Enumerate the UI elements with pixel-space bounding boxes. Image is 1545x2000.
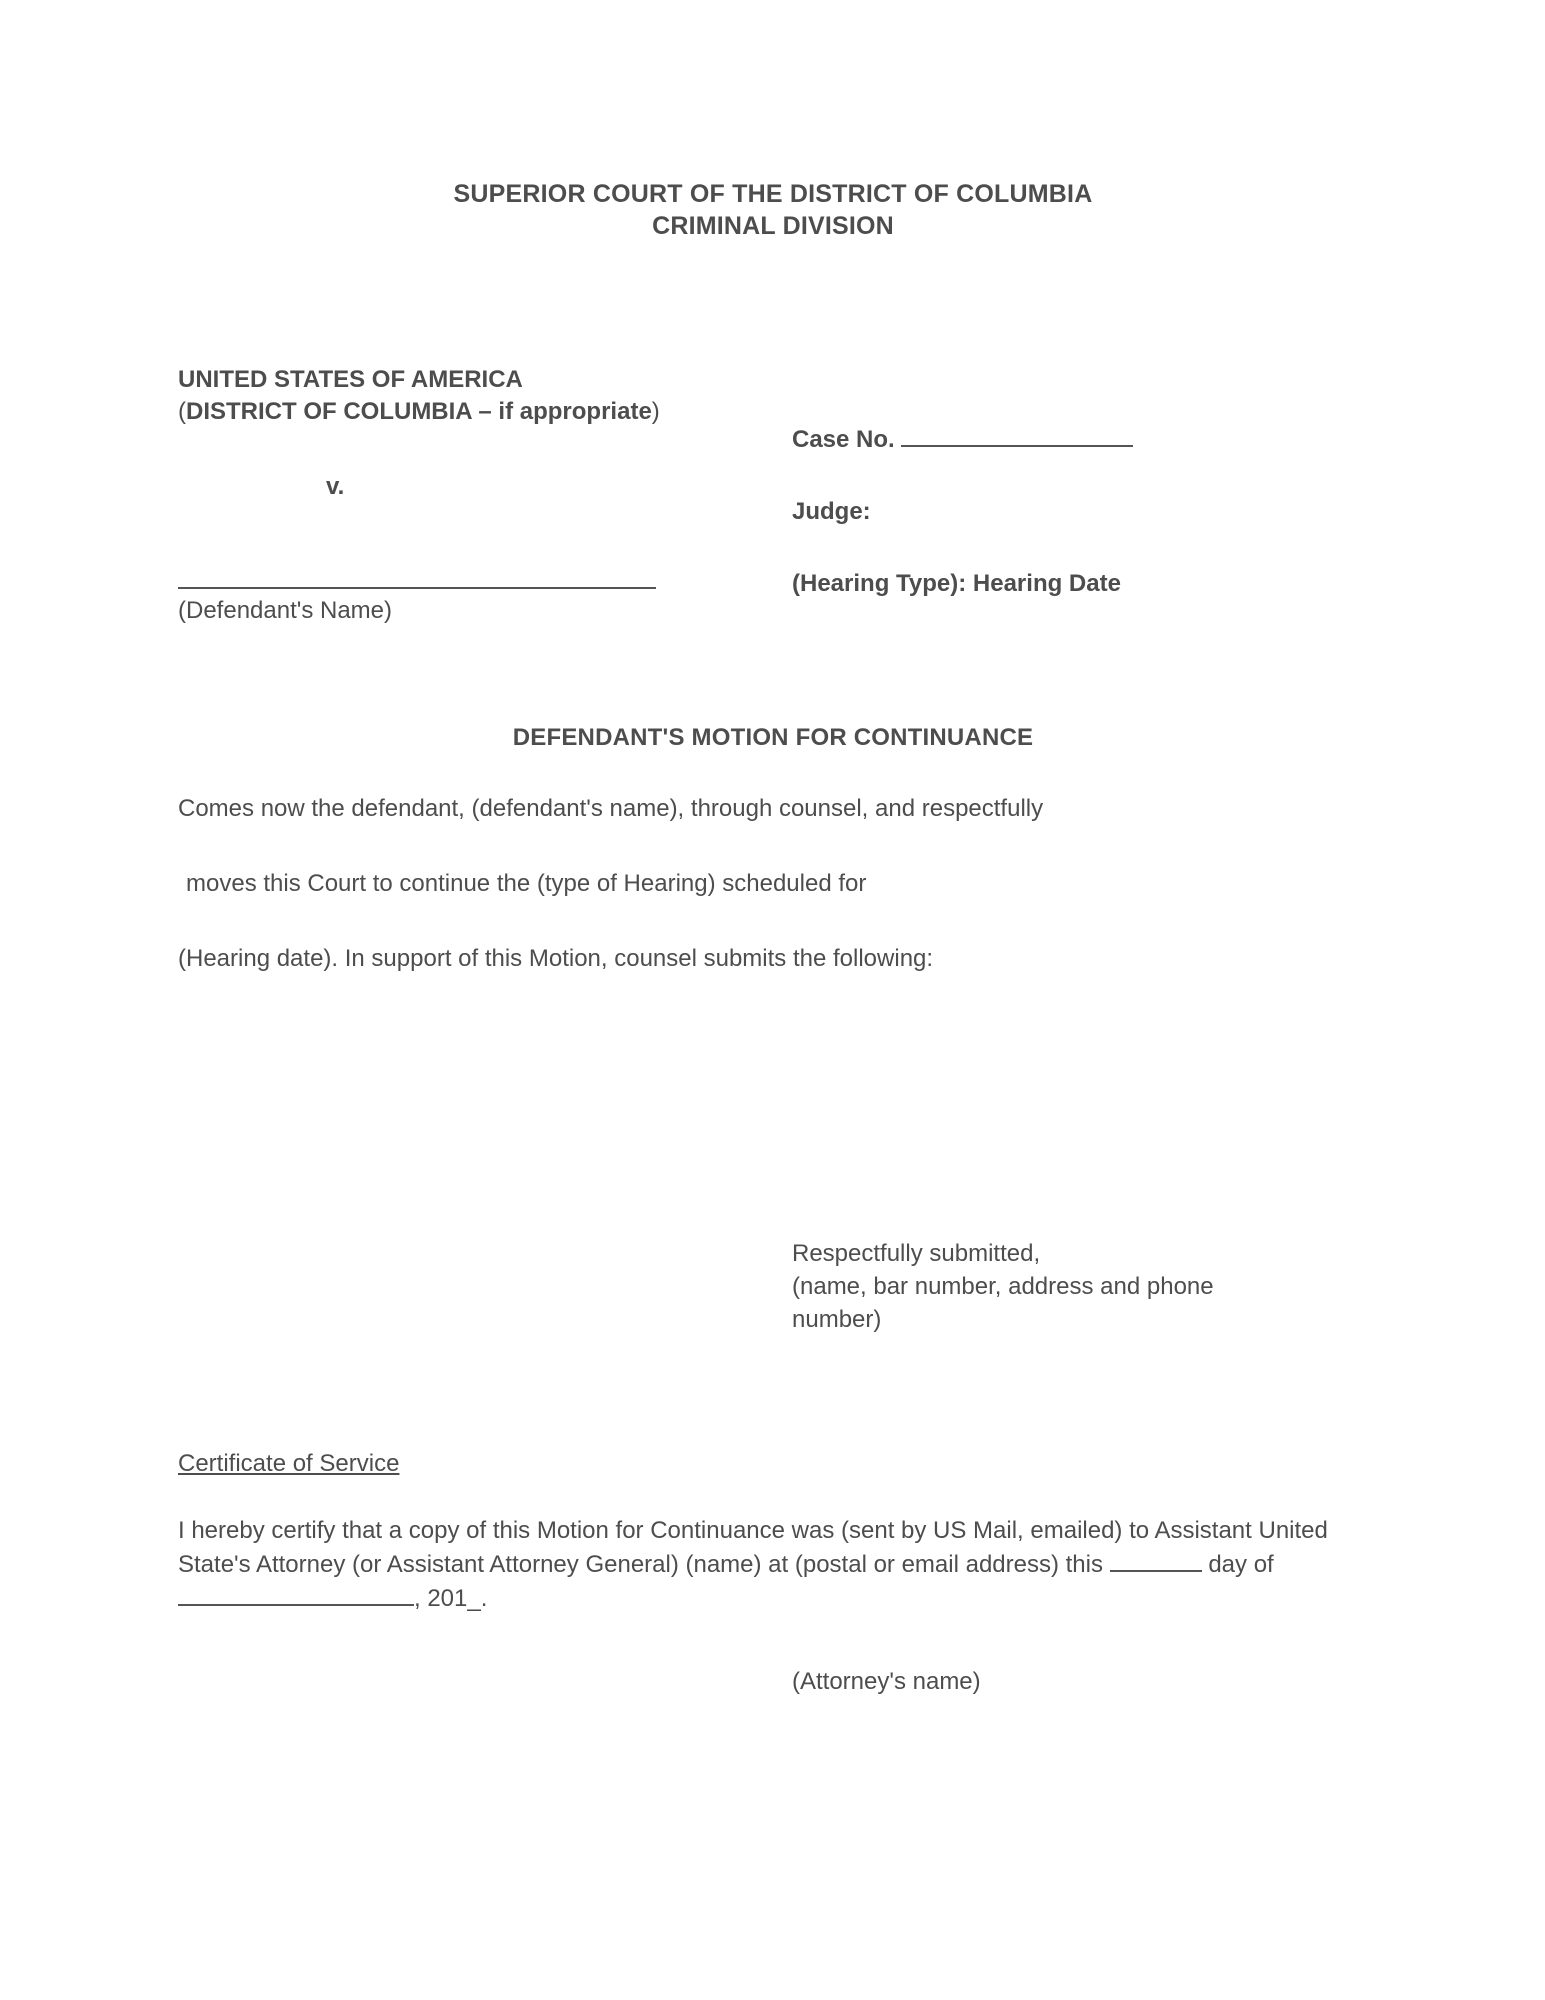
caption-right-column xyxy=(792,426,1352,598)
certificate-body xyxy=(178,1514,1338,1616)
signature-line-2: (name, bar number, address and phone xyxy=(792,1273,1214,1301)
signature-line-3: number) xyxy=(792,1306,882,1334)
signature-line-1: Respectfully submitted, xyxy=(792,1240,1041,1267)
case-number-label: Case No. xyxy=(792,426,895,453)
certificate-heading: Certificate of Service xyxy=(178,1450,400,1477)
court-header xyxy=(178,0,1368,242)
court-header-line1: SUPERIOR COURT OF THE DISTRICT OF COLUMBIA xyxy=(453,180,1093,208)
body-paragraph-3: (Hearing date). In support of this Motion, counsel submits the following: xyxy=(178,944,934,972)
body-paragraph-2: moves this Court to continue the (type of Hearing) scheduled for xyxy=(186,869,867,897)
certificate-of-service xyxy=(178,1450,1338,1696)
body-paragraph-1: Comes now the defendant, (defendant's name), through counsel, and respectfully xyxy=(178,795,1044,822)
hearing-label: (Hearing Type): Hearing Date xyxy=(792,570,1121,597)
case-caption xyxy=(178,364,1368,654)
versus-label: v. xyxy=(326,472,345,500)
court-header-line2: CRIMINAL DIVISION xyxy=(652,212,894,240)
certificate-text-part1: I hereby certify that a copy of this Motion for Continuance was (sent by US Mail, emailed) to Assistant United State's Attorney (or Assistant Attorney General) (name) at (postal or email address) this xyxy=(178,1517,1328,1579)
judge-row xyxy=(792,498,1352,526)
plaintiff-name: UNITED STATES OF AMERICA xyxy=(178,366,523,393)
attorney-name-label: (Attorney's name) xyxy=(792,1668,981,1696)
defendant-name-label: (Defendant's Name) xyxy=(178,596,393,624)
case-number-row xyxy=(792,426,1352,454)
plaintiff-alternate xyxy=(178,396,798,428)
paren-close: ) xyxy=(651,398,660,426)
hearing-row xyxy=(792,570,1352,598)
paren-open: ( xyxy=(178,398,186,426)
document-title: DEFENDANT'S MOTION FOR CONTINUANCE xyxy=(512,724,1034,751)
certificate-text-part3: , 201_. xyxy=(414,1585,488,1613)
case-number-blank xyxy=(901,428,1133,447)
document-content xyxy=(178,0,1368,1696)
certificate-month-blank xyxy=(178,1588,414,1606)
signature-block xyxy=(792,1237,1352,1336)
certificate-day-blank xyxy=(1110,1554,1202,1572)
defendant-name-rule xyxy=(178,587,656,589)
judge-label: Judge: xyxy=(792,498,871,525)
caption-left-column xyxy=(178,364,798,625)
plaintiff-alternate-text: DISTRICT OF COLUMBIA – if appropriate xyxy=(186,398,652,426)
certificate-text-part2: day of xyxy=(1208,1551,1274,1579)
